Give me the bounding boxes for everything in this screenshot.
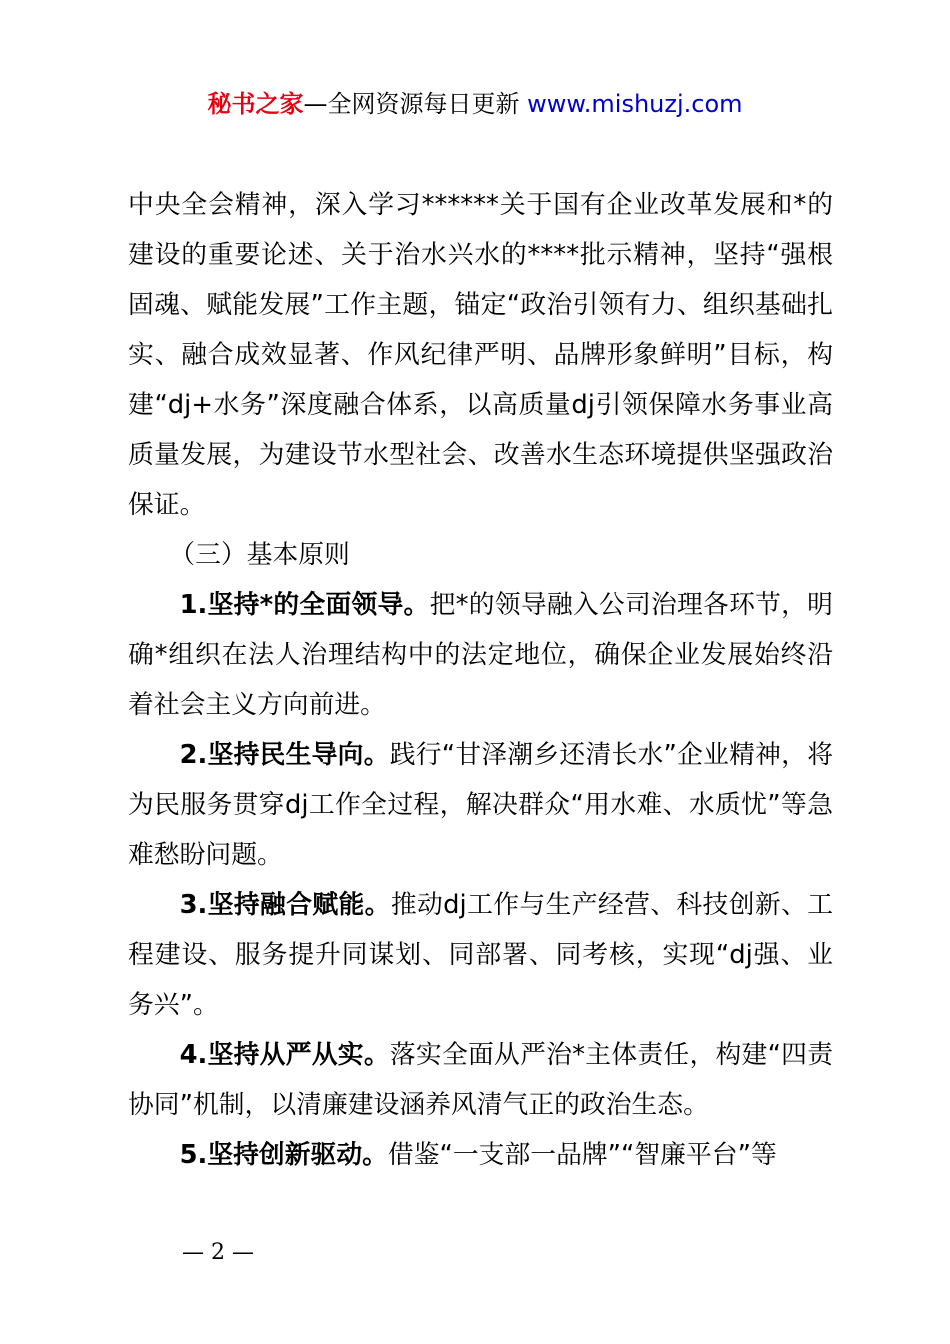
principle-text: 把*的领导融入公司治理各环节，明确*组织在法人治理结构中的法定地位，确保企业发展始终沿着社会主义方向前进。 bbox=[128, 590, 833, 720]
principle-paragraph-1 bbox=[128, 580, 833, 730]
principle-title: 4.坚持从严从实。 bbox=[179, 1040, 390, 1070]
site-brand: 秘书之家 bbox=[207, 90, 304, 118]
principle-title: 1.坚持*的全面领导。 bbox=[179, 590, 430, 620]
principle-text: 落实全面从严治*主体责任，构建“四责协同”机制，以清廉建设涵养风清气正的政治生态。 bbox=[128, 1040, 834, 1120]
site-url-link[interactable]: www.mishuzj.com bbox=[527, 90, 743, 118]
principle-text: 推动dj工作与生产经营、科技创新、工程建设、服务提升同谋划、同部署、同考核，实现“dj强、业务兴”。 bbox=[128, 890, 834, 1020]
intro-paragraph: 中央全会精神，深入学习******关于国有企业改革发展和*的建设的重要论述、关于治水兴水的****批示精神，坚持“强根固魂、赋能发展”工作主题，锚定“政治引领有力、组织基础扎实、融合成效显著、作风纪律严明、品牌形象鲜明”目标，构建“dj+水务”深度融合体系，以高质量dj引领保障水务事业高质量发展，为建设节水型社会、改善水生态环境提供坚强政治保证。 bbox=[128, 190, 833, 520]
principle-title: 3.坚持融合赋能。 bbox=[179, 890, 391, 920]
document-body bbox=[128, 180, 833, 1180]
principle-title: 2.坚持民生导向。 bbox=[179, 740, 390, 770]
principle-title: 5.坚持创新驱动。 bbox=[179, 1140, 388, 1170]
site-header bbox=[0, 88, 950, 120]
principle-paragraph-3 bbox=[128, 880, 833, 1030]
site-slogan: —全网资源每日更新 bbox=[303, 90, 528, 118]
principle-text: 借鉴“一支部一品牌”“智廉平台”等 bbox=[387, 1140, 777, 1170]
principle-paragraph-5 bbox=[128, 1130, 833, 1180]
principle-text: 践行“甘泽潮乡还清长水”企业精神，将为民服务贯穿dj工作全过程，解决群众“用水难、水质忧”等急难愁盼问题。 bbox=[128, 740, 834, 870]
page-number: — 2 — bbox=[182, 1240, 254, 1265]
principle-paragraph-2 bbox=[128, 730, 833, 880]
principle-paragraph-4 bbox=[128, 1030, 833, 1130]
section-heading: （三）基本原则 bbox=[169, 540, 350, 570]
